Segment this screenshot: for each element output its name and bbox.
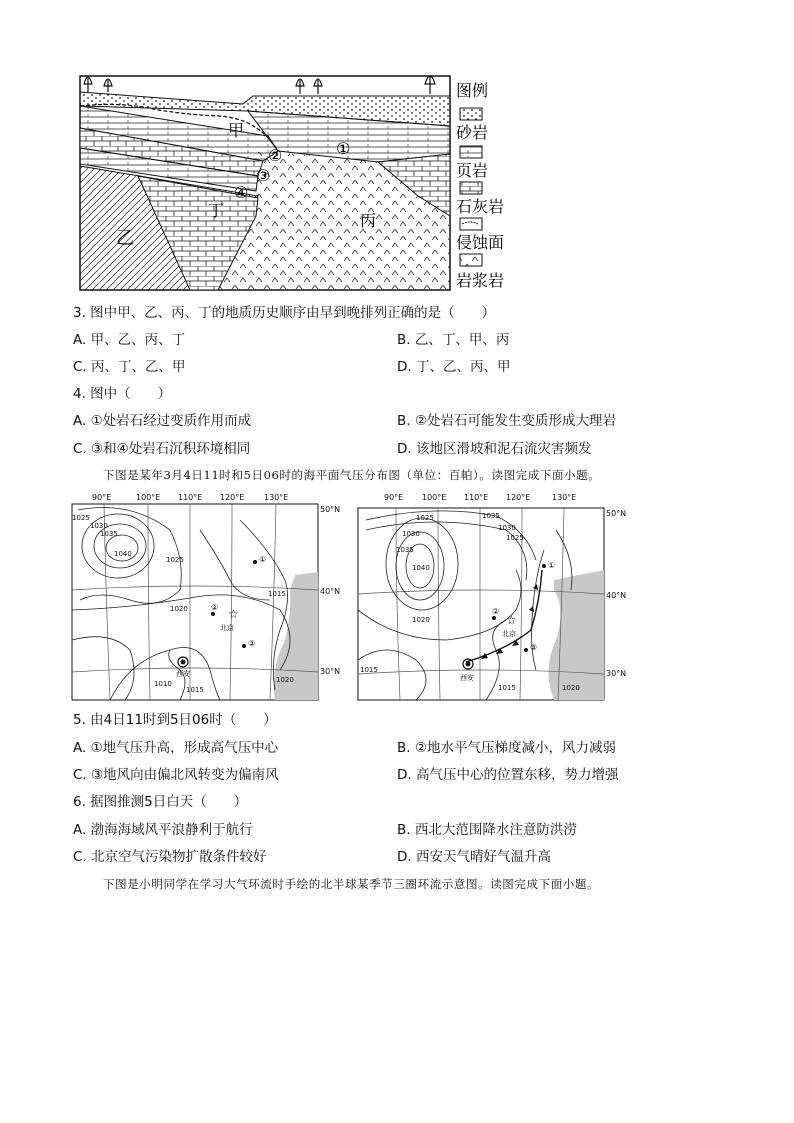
lat-40: 40°N bbox=[320, 587, 341, 596]
legend-shale: 页岩 bbox=[456, 161, 489, 180]
marker-3: ③ bbox=[256, 166, 271, 185]
label-yi: 乙 bbox=[116, 228, 134, 249]
q4-option-c[interactable]: C. ③和④处岩石沉积环境相同 bbox=[73, 441, 251, 457]
marker-2: ② bbox=[268, 146, 283, 165]
left-isobar-1015a: 1015 bbox=[268, 590, 286, 598]
q3-option-b[interactable]: B. 乙、丁、甲、丙 bbox=[397, 332, 510, 348]
right-point-1: ① bbox=[548, 561, 556, 570]
right-beijing-star-icon: ☆ bbox=[506, 613, 517, 627]
left-isobar-1020: 1020 bbox=[170, 605, 188, 613]
pressure-map-left bbox=[70, 490, 350, 702]
lon-90: 90°E bbox=[92, 493, 112, 502]
right-point-2: ② bbox=[492, 607, 500, 616]
r-lat-50: 50°N bbox=[606, 509, 627, 518]
q6-option-b[interactable]: B. 西北大范围降水注意防洪涝 bbox=[397, 822, 577, 838]
shale-pattern-icon bbox=[460, 146, 482, 158]
q5-option-c[interactable]: C. ③地风向由偏北风转变为偏南风 bbox=[73, 767, 279, 783]
right-isobar-1020: 1020 bbox=[412, 616, 430, 624]
marker-4: ④ bbox=[234, 183, 249, 202]
q3-option-d[interactable]: D. 丁、乙、丙、甲 bbox=[397, 359, 511, 375]
legend-title: 图例 bbox=[456, 81, 489, 100]
erosion-surface-pattern-icon bbox=[460, 218, 482, 230]
lat-30: 30°N bbox=[320, 667, 341, 676]
left-isobar-1040: 1040 bbox=[114, 550, 132, 558]
q3-option-a[interactable]: A. 甲、乙、丙、丁 bbox=[73, 332, 186, 348]
q6-option-d[interactable]: D. 西安天气晴好气温升高 bbox=[397, 849, 551, 865]
right-isobar-1015b: 1015 bbox=[498, 684, 516, 692]
intro-circulation: 下图是小明同学在学习大气环流时手绘的北半球某季节三圈环流示意图。读图完成下面小题。 bbox=[103, 877, 600, 891]
q4-option-d[interactable]: D. 该地区滑坡和泥石流灾害频发 bbox=[397, 441, 592, 457]
sandstone-pattern-icon bbox=[460, 108, 482, 120]
igneous-pattern-icon bbox=[460, 254, 482, 266]
right-city-xian: 西安 bbox=[460, 674, 474, 682]
left-city-xian: 西安 bbox=[176, 670, 190, 678]
label-bing: 丙 bbox=[360, 211, 377, 230]
q6-stem: 6. 据图推测5日白天（ ） bbox=[73, 794, 248, 810]
lon-100: 100°E bbox=[136, 493, 161, 502]
legend-igneous: 岩浆岩 bbox=[456, 271, 505, 290]
legend-sandstone: 砂岩 bbox=[456, 123, 489, 142]
q5-option-a[interactable]: A. ①地气压升高，形成高气压中心 bbox=[73, 740, 279, 756]
limestone-pattern-icon bbox=[460, 182, 482, 194]
r-lon-130: 130°E bbox=[552, 493, 577, 502]
left-isobar-1035: 1035 bbox=[100, 530, 118, 538]
lon-130: 130°E bbox=[264, 493, 289, 502]
q5-option-d[interactable]: D. 高气压中心的位置东移，势力增强 bbox=[397, 767, 619, 783]
r-lon-120: 120°E bbox=[506, 493, 531, 502]
q5-stem: 5. 由4日11时到5日06时（ ） bbox=[73, 712, 277, 728]
r-lat-30: 30°N bbox=[606, 669, 627, 678]
right-isobar-1015a: 1015 bbox=[360, 666, 378, 674]
q4-stem: 4. 图中（ ） bbox=[73, 386, 172, 402]
right-isobar-1035: 1035 bbox=[396, 546, 414, 554]
lon-120: 120°E bbox=[220, 493, 245, 502]
left-isobar-1015b: 1015 bbox=[186, 686, 204, 694]
label-jia: 甲 bbox=[228, 121, 245, 140]
left-point-1: ① bbox=[259, 555, 267, 564]
right-isobar-1040: 1040 bbox=[412, 564, 430, 572]
geology-cross-section bbox=[78, 66, 528, 296]
left-isobar-1020b: 1020 bbox=[276, 676, 294, 684]
left-isobar-1025b: 1025 bbox=[166, 556, 184, 564]
right-isobar-1035b: 1035 bbox=[482, 512, 500, 520]
legend-limestone: 石灰岩 bbox=[456, 197, 505, 216]
q3-stem: 3. 图中甲、乙、丙、丁的地质历史顺序由早到晚排列正确的是（ ） bbox=[73, 305, 496, 321]
beijing-star-icon: ☆ bbox=[228, 607, 239, 621]
r-lat-40: 40°N bbox=[606, 591, 627, 600]
q6-option-c[interactable]: C. 北京空气污染物扩散条件较好 bbox=[73, 849, 267, 865]
legend-erosion: 侵蚀面 bbox=[456, 233, 505, 252]
right-isobar-1025b: 1025 bbox=[506, 534, 524, 542]
marker-1: ① bbox=[336, 139, 351, 158]
right-isobar-1025: 1025 bbox=[416, 514, 434, 522]
left-isobar-1030: 1030 bbox=[90, 522, 108, 530]
intro-pressure: 下图是某年3月4日11时和5日06时的海平面气压分布图（单位：百帕）。读图完成下面小题。 bbox=[103, 468, 601, 482]
left-point-3: ③ bbox=[248, 639, 256, 648]
lon-110: 110°E bbox=[178, 493, 203, 502]
q3-option-c[interactable]: C. 丙、丁、乙、甲 bbox=[73, 359, 186, 375]
r-lon-90: 90°E bbox=[384, 493, 404, 502]
r-lon-100: 100°E bbox=[422, 493, 447, 502]
right-isobar-1020b: 1020 bbox=[562, 684, 580, 692]
label-ding: 丁 bbox=[208, 201, 225, 220]
r-lon-110: 110°E bbox=[464, 493, 489, 502]
left-city-beijing: 北京 bbox=[220, 624, 234, 632]
q4-option-a[interactable]: A. ①处岩石经过变质作用而成 bbox=[73, 413, 252, 429]
right-city-beijing: 北京 bbox=[502, 630, 516, 638]
q4-option-b[interactable]: B. ②处岩石可能发生变质形成大理岩 bbox=[397, 413, 616, 429]
q6-option-a[interactable]: A. 渤海海域风平浪静利于航行 bbox=[73, 822, 253, 838]
pressure-map-right bbox=[356, 490, 638, 702]
right-isobar-1030: 1030 bbox=[402, 530, 420, 538]
right-isobar-1030b: 1030 bbox=[498, 524, 516, 532]
left-isobar-1010: 1010 bbox=[154, 680, 172, 688]
left-point-2: ② bbox=[211, 603, 219, 612]
lat-50: 50°N bbox=[320, 505, 341, 514]
left-isobar-1025a: 1025 bbox=[72, 514, 90, 522]
q5-option-b[interactable]: B. ②地水平气压梯度减小，风力减弱 bbox=[397, 740, 616, 756]
right-point-3: ③ bbox=[530, 643, 538, 652]
